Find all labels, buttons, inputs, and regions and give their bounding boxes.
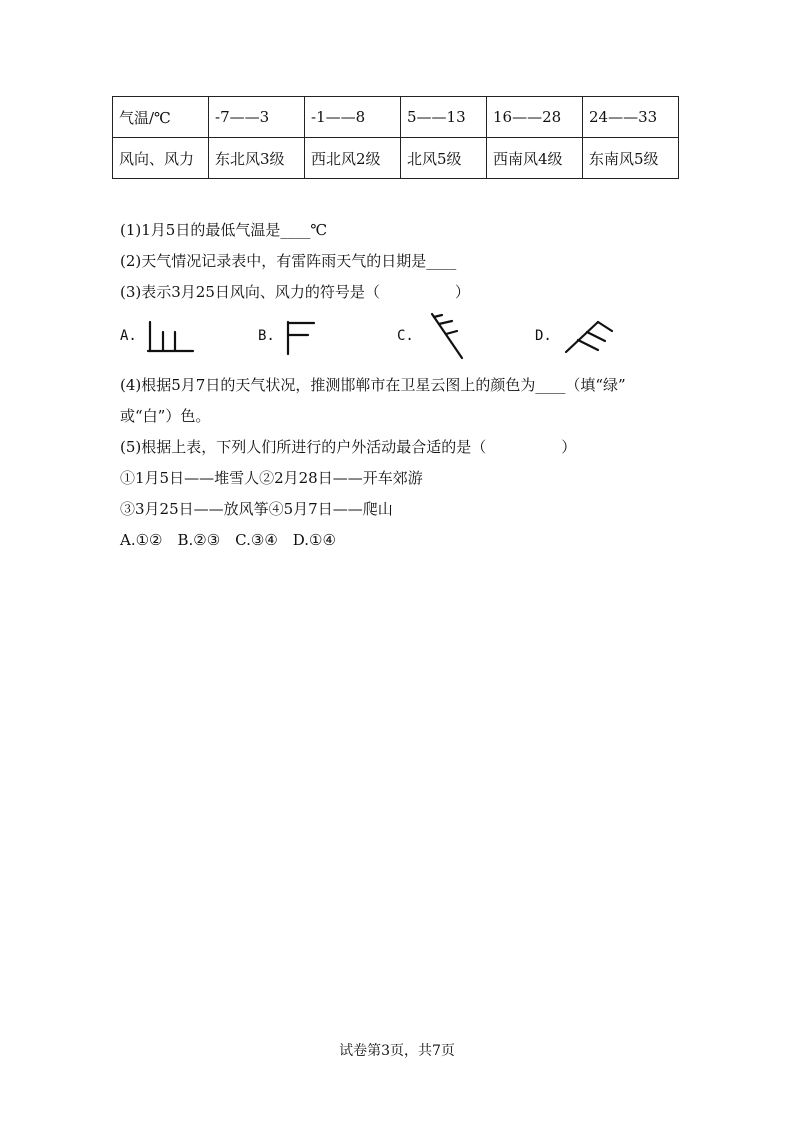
wind-symbol-d-icon <box>560 318 616 358</box>
table-cell: 5——13 <box>401 97 487 138</box>
option-b-label: B. <box>258 328 275 344</box>
wind-symbol-a-icon <box>145 318 197 358</box>
question-5-activities-1: ①1月5日——堆雪人②2月28日——开车郊游 <box>120 469 423 487</box>
page-footer: 试卷第3页，共7页 <box>339 1043 455 1059</box>
table-cell: -1——8 <box>305 97 401 138</box>
table-cell: 西北风2级 <box>305 138 401 179</box>
option-a-label: A. <box>120 328 137 344</box>
table-cell: 风向、风力 <box>113 138 209 179</box>
option-c-label: C. <box>397 328 414 344</box>
table-cell: 东南风5级 <box>583 138 679 179</box>
question-5-options: A.①② B.②③ C.③④ D.①④ <box>120 531 336 549</box>
question-5: (5)根据上表，下列人们所进行的户外活动最合适的是（ ） <box>120 438 577 456</box>
table-cell: 24——33 <box>583 97 679 138</box>
table-cell: 北风5级 <box>401 138 487 179</box>
table-row <box>113 97 679 138</box>
question-1: (1)1月5日的最低气温是____℃ <box>120 221 328 239</box>
option-d-label: D. <box>535 328 552 344</box>
question-2: (2)天气情况记录表中，有雷阵雨天气的日期是____ <box>120 252 457 270</box>
table-cell: -7——3 <box>209 97 305 138</box>
weather-table <box>112 96 679 179</box>
table-cell: 东北风3级 <box>209 138 305 179</box>
table-row <box>113 138 679 179</box>
table-cell: 西南风4级 <box>487 138 583 179</box>
table-cell: 16——28 <box>487 97 583 138</box>
question-3: (3)表示3月25日风向、风力的符号是（ ） <box>120 283 470 301</box>
table-cell: 气温/℃ <box>113 97 209 138</box>
question-5-activities-2: ③3月25日——放风筝④5月7日——爬山 <box>120 500 393 518</box>
wind-symbol-c-icon <box>426 310 466 364</box>
wind-symbol-b-icon <box>284 318 320 358</box>
question-4-line-2: 或“白”）色。 <box>120 407 211 425</box>
question-4-line-1: (4)根据5月7日的天气状况，推测邯郸市在卫星云图上的颜色为____（填“绿” <box>120 376 626 394</box>
